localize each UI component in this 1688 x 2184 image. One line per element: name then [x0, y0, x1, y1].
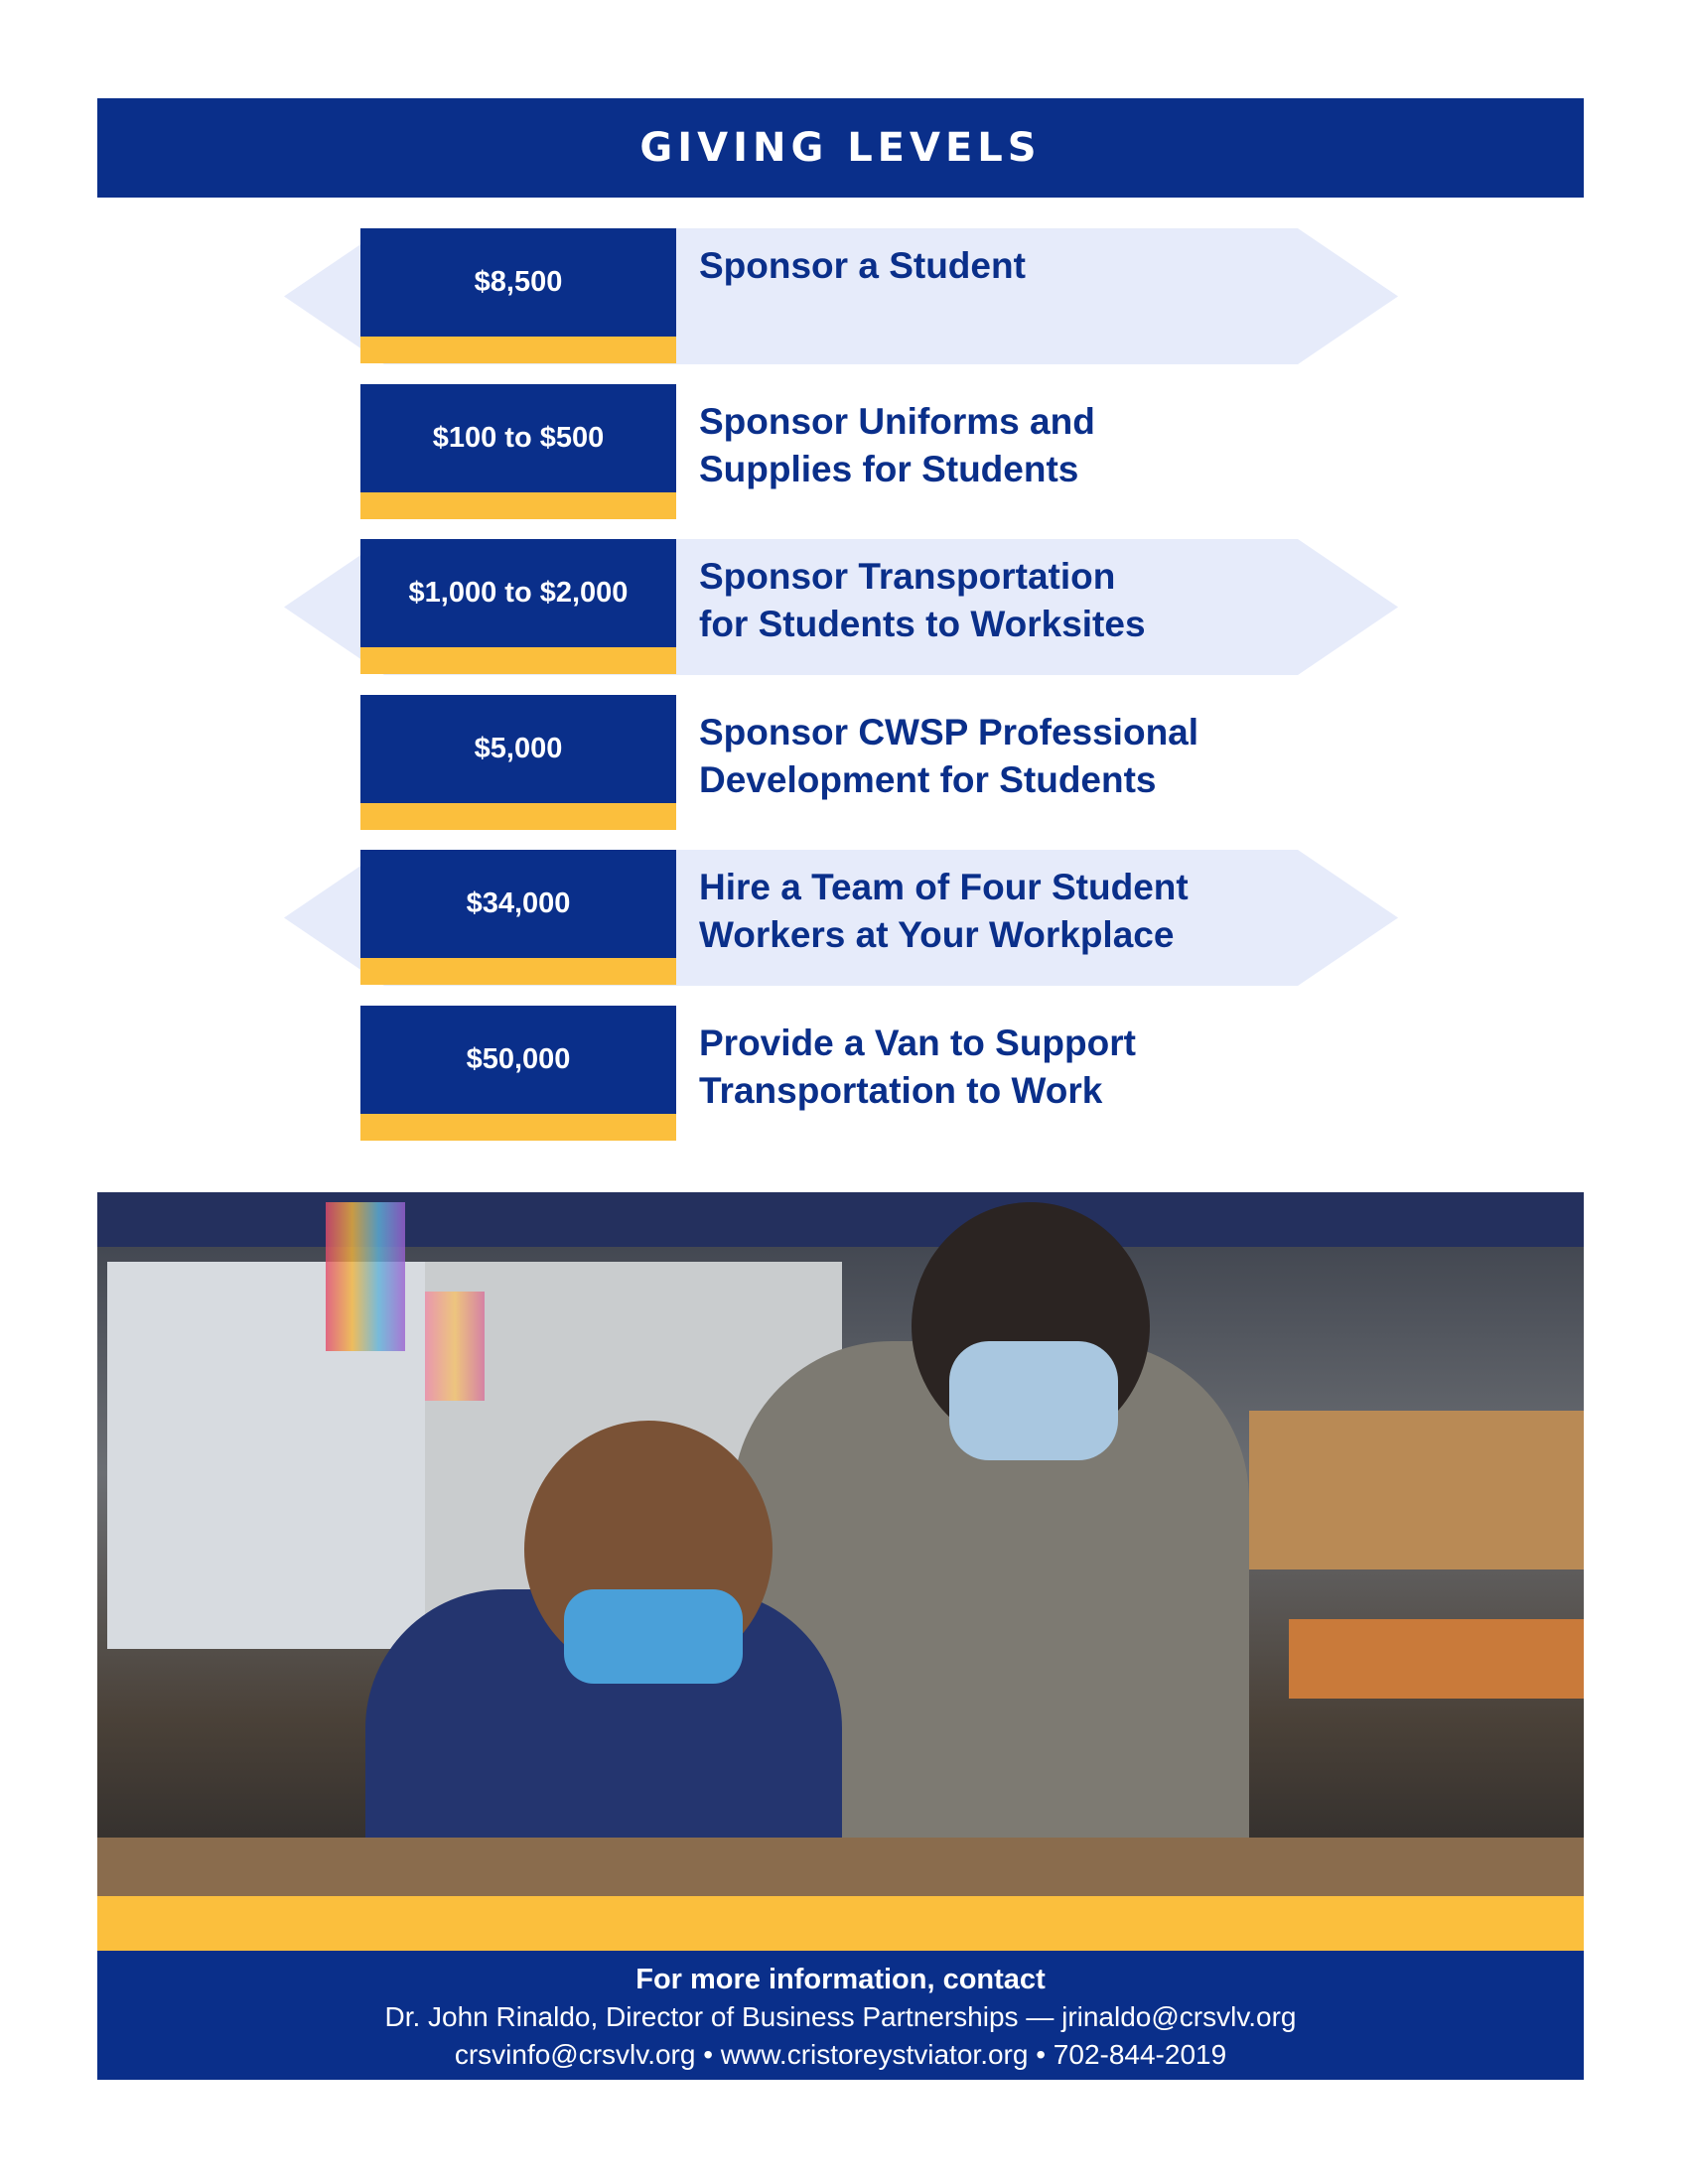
level-amount: $50,000 [360, 1006, 676, 1114]
level-amount: $1,000 to $2,000 [360, 539, 676, 647]
level-description: Sponsor CWSP Professional Development for Students [699, 712, 1199, 800]
giving-level [284, 1006, 1398, 1142]
photo-mentor-mask [949, 1341, 1118, 1460]
level-description: Sponsor Uniforms and Supplies for Students [699, 401, 1095, 489]
photo-cabinets [1249, 1411, 1584, 1570]
level-accent-bar [360, 1114, 676, 1141]
photo-desk [97, 1838, 1584, 1896]
contact-person-line: Dr. John Rinaldo, Director of Business Partnerships — jrinaldo@crsvlv.org [384, 2001, 1297, 2032]
accent-strip [97, 1896, 1584, 1951]
giving-level [284, 850, 1398, 986]
level-description: Hire a Team of Four Student Workers at Your Workplace [699, 867, 1189, 955]
level-accent-bar [360, 492, 676, 519]
level-description: Provide a Van to Support Transportation to Work [699, 1023, 1136, 1111]
contact-heading: For more information, contact [635, 1964, 1046, 1995]
level-description: Sponsor Transportation for Students to Worksites [699, 556, 1146, 644]
giving-level [284, 539, 1398, 675]
giving-level [284, 384, 1398, 520]
photo-shelf [1289, 1619, 1584, 1699]
contact-info-line: crsvinfo@crsvlv.org • www.cristoreystviator.org • 702-844-2019 [454, 2039, 1227, 2070]
level-amount: $8,500 [360, 228, 676, 337]
page-title: GIVING LEVELS [639, 125, 1042, 171]
level-accent-bar [360, 803, 676, 830]
level-accent-bar [360, 647, 676, 674]
giving-level [284, 228, 1398, 364]
level-amount: $34,000 [360, 850, 676, 958]
contact-footer [97, 1951, 1584, 2080]
header-bar [97, 98, 1584, 198]
photo-student-mask [564, 1589, 743, 1684]
level-description: Sponsor a Student [699, 245, 1026, 286]
photo-hanging-decoration [326, 1202, 405, 1351]
classroom-photo [97, 1192, 1584, 1896]
level-amount: $100 to $500 [360, 384, 676, 492]
photo-ceiling [97, 1192, 1584, 1247]
level-accent-bar [360, 337, 676, 363]
giving-level [284, 695, 1398, 831]
photo-hanging-decoration [425, 1292, 485, 1401]
level-accent-bar [360, 958, 676, 985]
level-amount: $5,000 [360, 695, 676, 803]
